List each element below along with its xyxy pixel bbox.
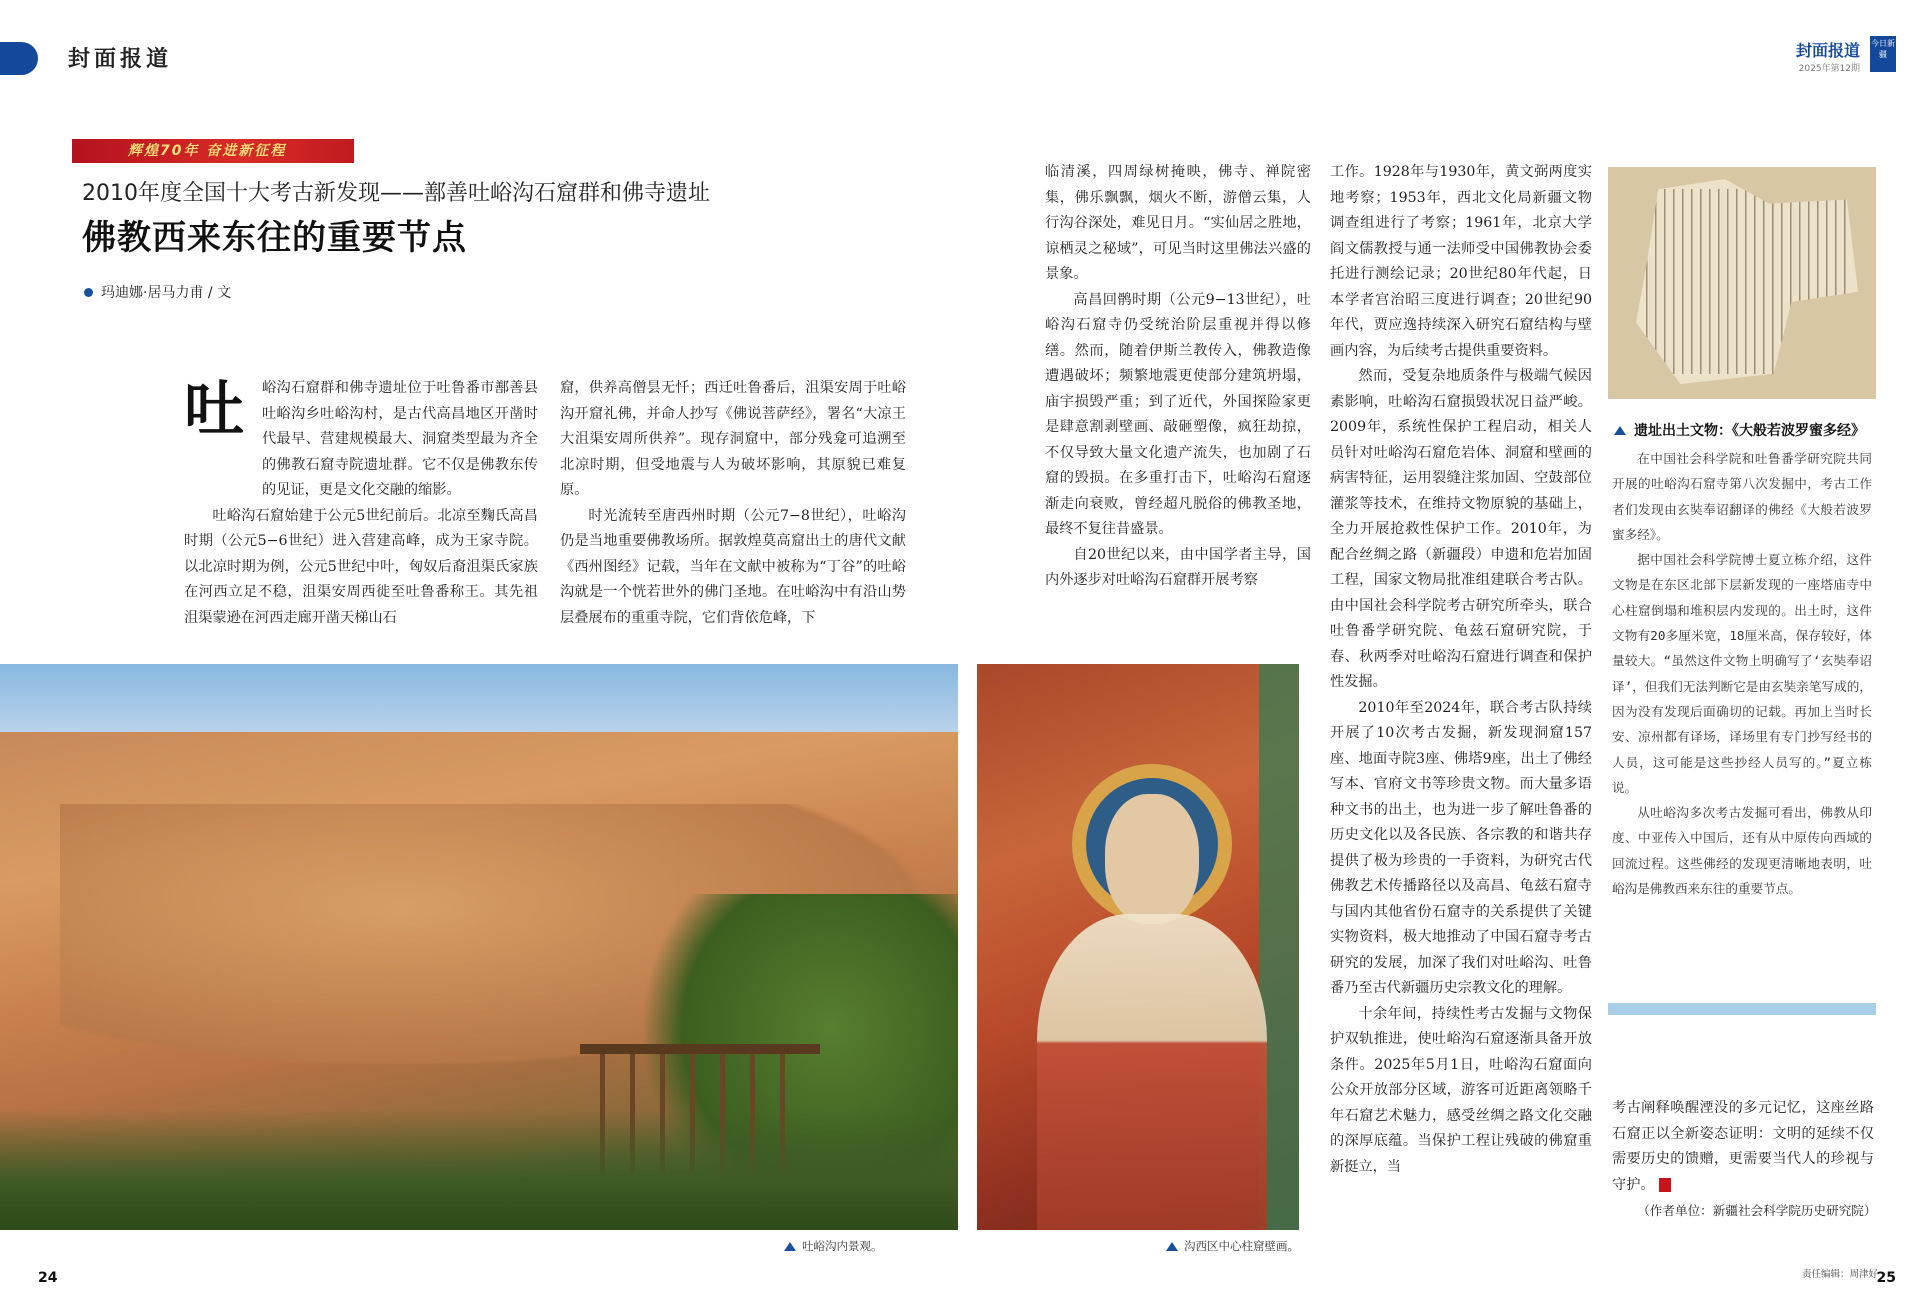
body-column-3 bbox=[1045, 160, 1311, 594]
sidebar-text bbox=[1612, 446, 1872, 901]
affiliation: （作者单位：新疆社会科学院历史研究院） bbox=[1637, 1203, 1877, 1218]
end-mark-icon bbox=[1659, 1178, 1671, 1192]
page-number-right: 25 bbox=[1876, 1270, 1896, 1286]
caption-triangle-icon bbox=[1166, 1242, 1178, 1251]
header-issue: 2025年第12期 bbox=[1798, 64, 1860, 74]
paragraph: 十余年间，持续性考古发掘与文物保护双轨推进，使吐峪沟石窟逐渐具备开放条件。2025年5月1日，吐峪沟石窟面向公众开放部分区域，游客可近距离领略千年石窟艺术魅力，感受丝绸之路文化交融的深厚底蕴。当保护工程让残破的佛窟重新挺立，当 bbox=[1330, 1005, 1592, 1175]
bullet-icon bbox=[84, 288, 93, 297]
mural-face-shape bbox=[1105, 794, 1199, 924]
body-column-2 bbox=[560, 376, 906, 631]
article-subtitle: 2010年度全国十大考古新发现——鄯善吐峪沟石窟群和佛寺遗址 bbox=[82, 181, 710, 206]
page-number-left: 24 bbox=[38, 1270, 58, 1286]
closing-text: 考古阐释唤醒湮没的多元记忆，这座丝路石窟正以全新姿态证明：文明的延续不仅需要历史的馈赠，更需要当代人的珍视与守护。 bbox=[1612, 1100, 1874, 1193]
mural-caption bbox=[1166, 1238, 1299, 1254]
cave-mural-photo bbox=[977, 664, 1299, 1230]
paragraph: 时光流转至唐西州时期（公元7−8世纪），吐峪沟仍是当地重要佛教场所。据敦煌莫高窟出土的唐代文献《西州图经》记载，当年在文献中被称为“丁谷”的吐峪沟就是一个恍若世外的佛门圣地。在吐峪沟中有沿山势层叠展布的重重寺院，它们背依危峰，下 bbox=[560, 507, 906, 626]
sidebar-paragraph: 据中国社会科学院博士夏立栋介绍，这件文物是在东区北部下层新发现的一座塔庙寺中心柱窟倒塌和堆积层内发现的。出土时，这件文物有20多厘米宽，18厘米高，保存较好，体量较大。“虽然这件文物上明确写了‘玄奘奉诏译’，但我们无法判断它是由玄奘亲笔写成的，因为没有发现后面确切的记载。再加上当时长安、凉州都有译场，译场里有专门抄写经书的人员，这可能是这些抄经人员写的。”夏立栋说。 bbox=[1612, 552, 1872, 795]
body-column-1 bbox=[184, 376, 538, 631]
editor-credit: 责任编辑：周津好 bbox=[1801, 1269, 1878, 1280]
ground-shape bbox=[0, 1110, 958, 1230]
paragraph: 临清溪，四周绿树掩映，佛寺、禅院密集，佛乐飘飘，烟火不断，游僧云集，人行沟谷深处，难见日月。“实仙居之胜地，谅栖灵之秘域”，可见当时这里佛法兴盛的景象。 bbox=[1045, 164, 1311, 282]
paragraph: 吐峪沟石窟始建于公元5世纪前后。北凉至麴氏高昌时期（公元5−6世纪）进入营建高峰，成为王家寺院。以北凉时期为例，公元5世纪中叶，匈奴后裔沮渠氏家族在河西立足不稳，沮渠安周西徙至吐鲁番称王。其先祖沮渠蒙逊在河西走廊开凿天梯山石 bbox=[184, 507, 538, 626]
header-right-title: 封面报道 bbox=[1795, 41, 1860, 60]
author-line bbox=[84, 282, 231, 302]
paragraph: 自20世纪以来，由中国学者主导，国内外逐步对吐峪沟石窟群开展考察 bbox=[1045, 546, 1311, 588]
caption-text: 遗址出土文物：《大般若波罗蜜多经》 bbox=[1634, 423, 1865, 439]
body-column-5 bbox=[1612, 1096, 1877, 1224]
sidebar-paragraph: 从吐峪沟多次考古发掘可看出，佛教从印度、中亚传入中国后，还有从中原传向西域的回流过程。这些佛经的发现更清晰地表明，吐峪沟是佛教西来东往的重要节点。 bbox=[1612, 805, 1872, 897]
paragraph: 然而，受复杂地质条件与极端气候因素影响，吐峪沟石窟损毁状况日益严峻。2009年，系统性保护工程启动，相关人员针对吐峪沟石窟危岩体、洞窟和壁画的病害特征，运用裂缝注浆加固、空鼓部位灌浆等技术，在维持文物原貌的基础上，全力开展抢救性保护工作。2010年，为配合丝绸之路（新疆段）申遗和危岩加固工程，国家文物局批准组建联合考古队。由中国社会科学院考古研究所牵头，联合吐鲁番学研究院、龟兹石窟研究院，于春、秋两季对吐峪沟石窟进行调查和保护性发掘。 bbox=[1330, 368, 1592, 690]
manuscript-caption bbox=[1614, 420, 1865, 440]
author-name: 玛迪娜·居马力甫 / 文 bbox=[101, 285, 232, 301]
sidebar-divider bbox=[1608, 1003, 1876, 1015]
caption-text: 吐峪沟内景观。 bbox=[802, 1239, 883, 1253]
anniversary-banner: 辉煌70年 奋进新征程 bbox=[72, 139, 354, 163]
caption-text: 沟西区中心柱窟壁画。 bbox=[1184, 1239, 1299, 1253]
paragraph: 窟，供养高僧昙无忏；西迁吐鲁番后，沮渠安周于吐峪沟开窟礼佛，并命人抄写《佛说菩萨经》，署名“大凉王大沮渠安周所供养”。现存洞窟中，部分残龛可追溯至北凉时期，但受地震与人为破坏影响，其原貌已难复原。 bbox=[560, 380, 906, 498]
mural-robe-shape bbox=[1037, 914, 1267, 1230]
landscape-caption bbox=[784, 1238, 883, 1254]
paragraph: 高昌回鹘时期（公元9−13世纪），吐峪沟石窟寺仍受统治阶层重视并得以修缮。然而，随着伊斯兰教传入，佛教造像遭遇破坏；频繁地震更使部分建筑坍塌，庙宇损毁严重；到了近代，外国探险家更是肆意割剥壁画、敲砸塑像，疯狂劫掠，不仅导致大量文化遗产流失，也加剧了石窟的毁损。在多重打击下，吐峪沟石窟逐渐走向衰败，曾经超凡脱俗的佛教圣地，最终不复往昔盛景。 bbox=[1045, 291, 1311, 537]
header-right-block bbox=[1796, 38, 1860, 74]
tuyugou-landscape-photo bbox=[0, 664, 958, 1230]
paragraph bbox=[1612, 1096, 1874, 1198]
drop-cap: 吐 bbox=[184, 375, 244, 445]
header-tab-decoration bbox=[0, 42, 38, 75]
paragraph: 2010年至2024年，联合考古队持续开展了10次考古发掘，新发现洞窟157座、地面寺院3座、佛塔9座，出土了佛经写本、官府文书等珍贵文物。而大量多语种文书的出土，也为进一步了解吐鲁番的历史文化以及各民族、各宗教的和谐共存提供了极为珍贵的一手资料，为研究古代佛教艺术传播路径以及高昌、龟兹石窟寺与国内其他省份石窟寺的关系提供了关键实物资料，极大地推动了中国石窟寺考古研究的发展，加深了我们对吐峪沟、吐鲁番乃至古代新疆历史宗教文化的理解。 bbox=[1330, 699, 1592, 996]
article-title: 佛教西来东往的重要节点 bbox=[82, 218, 467, 258]
magazine-logo: 今日新疆 bbox=[1870, 36, 1896, 72]
caption-triangle-icon bbox=[1614, 426, 1626, 435]
sidebar-paragraph: 在中国社会科学院和吐鲁番学研究院共同开展的吐峪沟石窟寺第八次发掘中，考古工作者们发现由玄奘奉诏翻译的佛经《大般若波罗蜜多经》。 bbox=[1612, 451, 1872, 542]
paragraph: 峪沟石窟群和佛寺遗址位于吐鲁番市鄯善县吐峪沟乡吐峪沟村，是古代高昌地区开凿时代最早、营建规模最大、洞窟类型最为齐全的佛教石窟寺院遗址群。它不仅是佛教东传的见证，更是文化交融的缩影。 bbox=[262, 380, 538, 498]
section-label: 封面报道 bbox=[68, 46, 173, 72]
sutra-manuscript-photo bbox=[1608, 167, 1876, 399]
body-column-4 bbox=[1330, 160, 1592, 1180]
manuscript-sheet-shape bbox=[1636, 179, 1858, 384]
caption-triangle-icon bbox=[784, 1242, 796, 1251]
paragraph: 工作。1928年与1930年，黄文弼两度实地考察；1953年，西北文化局新疆文物调查组进行了考察；1961年，北京大学阎文儒教授与通一法师受中国佛教协会委托进行测绘记录；20世纪80年代起，日本学者宫治昭三度进行调查；20世纪90年代，贾应逸持续深入研究石窟结构与壁画内容，为后续考古提供重要资料。 bbox=[1330, 164, 1592, 359]
